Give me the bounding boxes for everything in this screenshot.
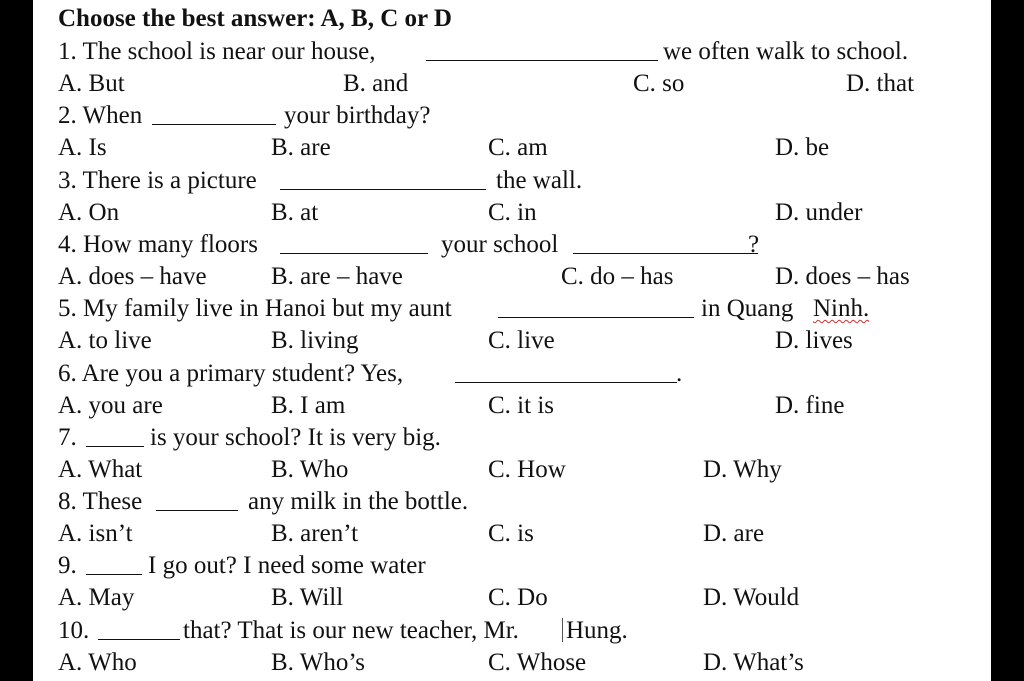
option-a[interactable]: A. But bbox=[58, 70, 125, 97]
question-8-rest: any milk in the bottle. bbox=[248, 488, 469, 515]
question-6-text: 6. Are you a primary student? Yes, bbox=[58, 360, 404, 387]
question-1-options bbox=[58, 68, 988, 100]
question-4-blank-2[interactable] bbox=[573, 231, 758, 254]
question-8-options bbox=[58, 518, 988, 550]
option-c[interactable]: C. do – has bbox=[561, 263, 674, 290]
question-7-text: 7. bbox=[58, 424, 77, 451]
option-a[interactable]: A. you are bbox=[58, 392, 163, 419]
question-2 bbox=[58, 100, 988, 132]
question-7-blank[interactable] bbox=[86, 424, 144, 447]
option-a[interactable]: A. isn’t bbox=[58, 520, 133, 547]
option-d[interactable]: D. that bbox=[846, 70, 915, 97]
question-8 bbox=[58, 486, 988, 518]
option-a[interactable]: A. May bbox=[58, 584, 135, 611]
option-a[interactable]: A. Is bbox=[58, 134, 107, 161]
question-3-options bbox=[58, 197, 988, 229]
option-c[interactable]: C. am bbox=[488, 134, 548, 161]
question-9-text: 9. bbox=[58, 552, 77, 579]
question-10-text: 10. bbox=[58, 617, 90, 644]
option-c[interactable]: C. it is bbox=[488, 392, 554, 419]
option-a[interactable]: A. On bbox=[58, 199, 120, 226]
question-1-rest: we often walk to school. bbox=[663, 38, 909, 65]
question-6 bbox=[58, 358, 988, 390]
text-cursor bbox=[562, 618, 563, 642]
option-d[interactable]: D. fine bbox=[775, 392, 845, 419]
question-10-end: Hung. bbox=[566, 617, 628, 644]
option-b[interactable]: B. at bbox=[271, 199, 319, 226]
question-5-blank[interactable] bbox=[498, 295, 694, 318]
question-2-options bbox=[58, 132, 988, 164]
option-d[interactable]: D. are bbox=[703, 520, 765, 547]
question-2-rest: your birthday? bbox=[284, 102, 431, 129]
option-c[interactable]: C. in bbox=[488, 199, 537, 226]
question-3-text: 3. There is a picture bbox=[58, 167, 257, 194]
question-10-options bbox=[58, 647, 988, 679]
question-8-text: 8. These bbox=[58, 488, 143, 515]
option-a[interactable]: A. What bbox=[58, 456, 143, 483]
option-b[interactable]: B. and bbox=[343, 70, 409, 97]
question-6-end: . bbox=[676, 360, 683, 387]
question-3-blank[interactable] bbox=[280, 167, 486, 190]
question-4-blank-1[interactable] bbox=[280, 231, 428, 254]
question-1-blank[interactable] bbox=[426, 38, 658, 61]
option-b[interactable]: B. Who bbox=[271, 456, 349, 483]
worksheet-title: Choose the best answer: A, B, C or D bbox=[58, 5, 452, 32]
option-c[interactable]: C. live bbox=[488, 327, 555, 354]
question-4-options bbox=[58, 261, 988, 293]
question-1 bbox=[58, 36, 988, 68]
question-3-rest: the wall. bbox=[496, 167, 583, 194]
question-9-blank[interactable] bbox=[86, 552, 142, 575]
question-6-options bbox=[58, 390, 988, 422]
question-5-text: 5. My family live in Hanoi but my aunt bbox=[58, 295, 452, 322]
question-7 bbox=[58, 422, 988, 454]
option-b[interactable]: B. Will bbox=[271, 584, 344, 611]
question-1-text: 1. The school is near our house, bbox=[58, 38, 376, 65]
option-b[interactable]: B. I am bbox=[271, 392, 346, 419]
option-d[interactable]: D. lives bbox=[775, 327, 853, 354]
worksheet-page bbox=[33, 0, 991, 681]
question-10-rest: that? That is our new teacher, Mr. bbox=[183, 617, 519, 644]
option-b[interactable]: B. aren’t bbox=[271, 520, 359, 547]
question-5-rest: in Quang bbox=[701, 295, 794, 322]
option-c[interactable]: C. Whose bbox=[488, 649, 587, 676]
question-4-end: ? bbox=[748, 231, 760, 258]
question-2-blank[interactable] bbox=[152, 102, 276, 125]
option-b[interactable]: B. are – have bbox=[271, 263, 403, 290]
question-5 bbox=[58, 293, 988, 325]
option-d[interactable]: D. does – has bbox=[775, 263, 910, 290]
question-9-rest: I go out? I need some water bbox=[148, 552, 426, 579]
question-9 bbox=[58, 550, 988, 582]
question-6-blank[interactable] bbox=[455, 360, 677, 383]
option-b[interactable]: B. are bbox=[271, 134, 331, 161]
option-d[interactable]: D. be bbox=[775, 134, 830, 161]
option-d[interactable]: D. Would bbox=[703, 584, 800, 611]
option-b[interactable]: B. living bbox=[271, 327, 359, 354]
option-a[interactable]: A. does – have bbox=[58, 263, 207, 290]
question-7-rest: is your school? It is very big. bbox=[150, 424, 441, 451]
option-a[interactable]: A. to live bbox=[58, 327, 152, 354]
option-c[interactable]: C. is bbox=[488, 520, 534, 547]
option-a[interactable]: A. Who bbox=[58, 649, 137, 676]
option-b[interactable]: B. Who’s bbox=[271, 649, 365, 676]
question-4-text: 4. How many floors bbox=[58, 231, 258, 258]
question-4-mid: your school bbox=[441, 231, 559, 258]
question-10 bbox=[58, 615, 988, 647]
option-d[interactable]: D. Why bbox=[703, 456, 782, 483]
option-c[interactable]: C. so bbox=[633, 70, 685, 97]
option-c[interactable]: C. Do bbox=[488, 584, 548, 611]
option-d[interactable]: D. What’s bbox=[703, 649, 804, 676]
question-7-options bbox=[58, 454, 988, 486]
question-9-options bbox=[58, 582, 988, 614]
question-2-text: 2. When bbox=[58, 102, 143, 129]
question-3 bbox=[58, 165, 988, 197]
option-d[interactable]: D. under bbox=[775, 199, 863, 226]
option-c[interactable]: C. How bbox=[488, 456, 566, 483]
question-8-blank[interactable] bbox=[156, 488, 238, 511]
question-5-end: Ninh. bbox=[813, 295, 870, 322]
question-5-options bbox=[58, 325, 988, 357]
question-10-blank[interactable] bbox=[98, 617, 180, 640]
question-4 bbox=[58, 229, 988, 261]
